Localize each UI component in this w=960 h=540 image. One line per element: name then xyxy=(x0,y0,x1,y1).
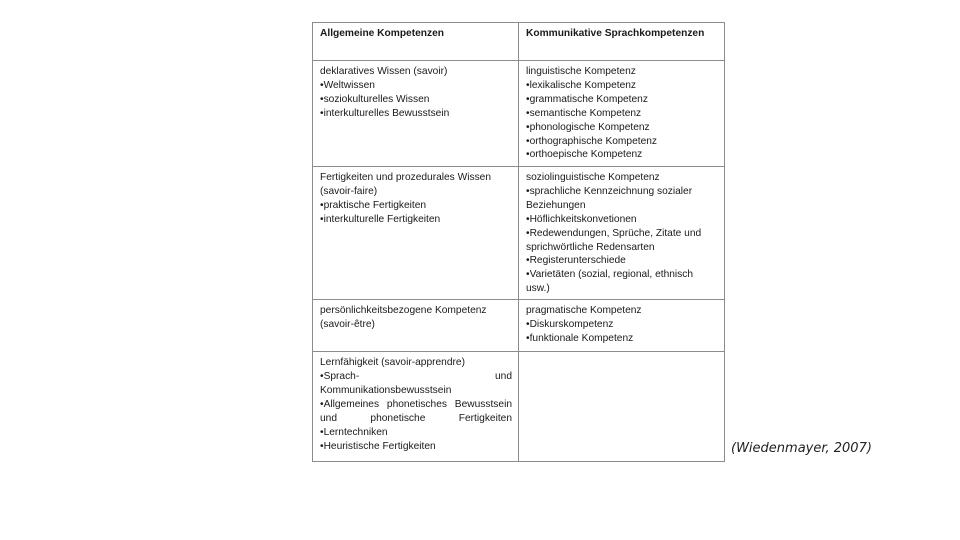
cell-line: •Lerntechniken xyxy=(320,426,388,438)
cell-line: •orthographische Kompetenz xyxy=(526,135,657,147)
cell-line: deklaratives Wissen (savoir) xyxy=(320,66,448,77)
cell-line: persönlichkeitsbezogene Kompetenz (savoir-être) xyxy=(320,305,487,331)
cell-line: •soziokulturelles Wissen xyxy=(320,93,430,105)
cell-line: •interkulturelle Fertigkeiten xyxy=(320,213,441,225)
cell-line: soziolinguistische Kompetenz xyxy=(526,172,660,183)
competence-table xyxy=(312,22,725,462)
table-header-row xyxy=(313,23,725,61)
cell-declarative-knowledge xyxy=(313,61,519,167)
cell-line: •semantische Kompetenz xyxy=(526,107,642,119)
header-communicative-competences xyxy=(519,23,725,61)
header-general-competences xyxy=(313,23,519,61)
cell-line: linguistische Kompetenz xyxy=(526,66,636,77)
cell-line: •Registerunterschiede xyxy=(526,255,626,267)
cell-line: •Allgemeines phonetisches Bewusstsein und phonetische Fertigkeiten xyxy=(320,398,512,424)
table-row xyxy=(313,61,725,167)
cell-line: Lernfähigkeit (savoir-apprendre) xyxy=(320,357,465,369)
header-text: Kommunikative Sprachkompetenzen xyxy=(526,28,705,39)
cell-line: •Redewendungen, Sprüche, Zitate und sprichwörtliche Redensarten xyxy=(526,227,702,253)
cell-line: •sprachliche Kennzeichnung sozialer Beziehungen xyxy=(526,185,693,211)
cell-line: •lexikalische Kompetenz xyxy=(526,79,637,91)
cell-skills-know-how xyxy=(313,167,519,300)
cell-sociolinguistic-competence xyxy=(519,167,725,300)
cell-empty xyxy=(519,352,725,462)
citation: (Wiedenmayer, 2007) xyxy=(731,441,872,456)
cell-line: •Sprach- und Kommunikationsbewusstsein xyxy=(320,371,512,396)
table-row xyxy=(313,352,725,462)
cell-line: Fertigkeiten und prozedurales Wissen (savoir-faire) xyxy=(320,172,492,197)
cell-line: •interkulturelles Bewusstsein xyxy=(320,107,450,119)
cell-line: •Weltwissen xyxy=(320,79,375,91)
cell-existential-competence xyxy=(313,300,519,352)
cell-line: •Varietäten (sozial, regional, ethnisch usw.) xyxy=(526,269,694,295)
cell-line: •Diskurskompetenz xyxy=(526,319,614,331)
cell-line: •grammatische Kompetenz xyxy=(526,93,648,105)
cell-line: •orthoepische Kompetenz xyxy=(526,149,643,161)
cell-line: •funktionale Kompetenz xyxy=(526,332,634,344)
cell-line: •praktische Fertigkeiten xyxy=(320,199,427,211)
table-row xyxy=(313,167,725,300)
cell-line: pragmatische Kompetenz xyxy=(526,305,642,317)
cell-linguistic-competence xyxy=(519,61,725,167)
cell-line: •Höflichkeitskonvetionen xyxy=(526,213,637,225)
header-text: Allgemeine Kompetenzen xyxy=(320,28,444,39)
cell-learning-ability xyxy=(313,352,519,462)
cell-line: •Heuristische Fertigkeiten xyxy=(320,440,436,452)
cell-line: •phonologische Kompetenz xyxy=(526,121,650,133)
cell-pragmatic-competence xyxy=(519,300,725,352)
table-row xyxy=(313,300,725,352)
